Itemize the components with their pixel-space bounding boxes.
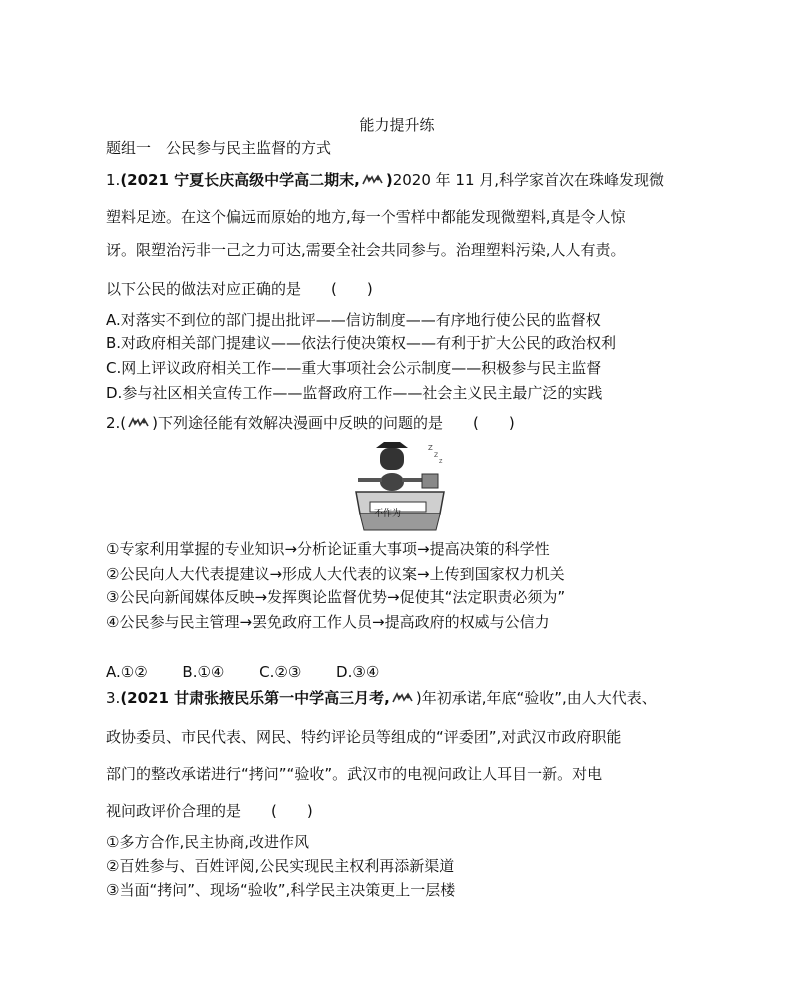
- q3-item-3: ③当面“拷问”、现场“验收”,科学民主决策更上一层楼: [106, 881, 456, 899]
- q1-source-close: ): [385, 171, 393, 189]
- q1-number: 1.: [106, 171, 121, 189]
- difficulty-star-icon: [360, 174, 386, 186]
- q3-stem-4: 视问政评价合理的是 ( ): [106, 802, 313, 820]
- q2-item-1: ①专家利用掌握的专业知识→分析论证重大事项→提高决策的科学性: [106, 540, 550, 558]
- q1-stem-2: 塑料足迹。在这个偏远而原始的地方,每一个雪样中都能发现微塑料,真是令人惊: [106, 208, 626, 226]
- q2-item-4: ④公民参与民主管理→罢免政府工作人员→提高政府的权威与公信力: [106, 613, 550, 631]
- q3-item-1: ①多方合作,民主协商,改进作风: [106, 833, 309, 851]
- cartoon-illustration: [350, 440, 450, 534]
- q1-option-a: A.对落实不到位的部门提出批评——信访制度——有序地行使公民的监督权: [106, 311, 601, 329]
- difficulty-star-icon: [126, 417, 152, 429]
- q1-option-b: B.对政府相关部门提建议——依法行使决策权——有利于扩大公民的政治权利: [106, 334, 617, 352]
- q2-line-1: [106, 413, 515, 433]
- q3-item-2: ②百姓参与、百姓评阅,公民实现民主权利再添新渠道: [106, 857, 455, 875]
- q3-source: (2021 甘肃张掖民乐第一中学高三月考,: [120, 689, 390, 707]
- q1-source: (2021 宁夏长庆高级中学高二期末,: [120, 171, 360, 189]
- q1-option-c: C.网上评议政府相关工作——重大事项社会公示制度——积极参与民主监督: [106, 359, 602, 377]
- q2-item-3: ③公民向新闻媒体反映→发挥舆论监督优势→促使其“法定职责必须为”: [106, 588, 566, 606]
- q2-number: 2.(: [106, 414, 127, 432]
- q2-answer-options: A.①② B.①④ C.②③ D.③④: [106, 663, 380, 681]
- q3-stem-1: )年初承诺,年底“验收”,由人大代表、: [415, 689, 657, 707]
- cartoon-label: 不作为: [374, 509, 402, 519]
- q1-line-1: [106, 170, 664, 190]
- svg-text:Z: Z: [434, 452, 439, 459]
- q1-stem-4: 以下公民的做法对应正确的是 ( ): [106, 280, 373, 298]
- q3-stem-3: 部门的整改承诺进行“拷问”“验收”。武汉市的电视问政让人耳目一新。对电: [106, 765, 603, 783]
- q2-item-2: ②公民向人大代表提建议→形成人大代表的议案→上传到国家权力机关: [106, 565, 565, 583]
- q1-stem-1: 2020 年 11 月,科学家首次在珠峰发现微: [392, 171, 665, 189]
- q1-option-d: D.参与社区相关宣传工作——监督政府工作——社会主义民主最广泛的实践: [106, 384, 603, 402]
- page-title: 能力提升练: [359, 116, 435, 134]
- q1-stem-3: 讶。限塑治污非一己之力可达,需要全社会共同参与。治理塑料污染,人人有责。: [106, 241, 626, 259]
- q3-number: 3.: [106, 689, 121, 707]
- svg-text:Z: Z: [439, 459, 443, 465]
- svg-text:Z: Z: [428, 444, 433, 452]
- section-heading: 题组一 公民参与民主监督的方式: [106, 139, 332, 157]
- q3-stem-2: 政协委员、市民代表、网民、特约评论员等组成的“评委团”,对武汉市政府职能: [106, 728, 622, 746]
- difficulty-star-icon: [390, 692, 416, 704]
- q3-line-1: [106, 688, 657, 708]
- q2-stem: )下列途径能有效解决漫画中反映的问题的是 ( ): [152, 414, 515, 432]
